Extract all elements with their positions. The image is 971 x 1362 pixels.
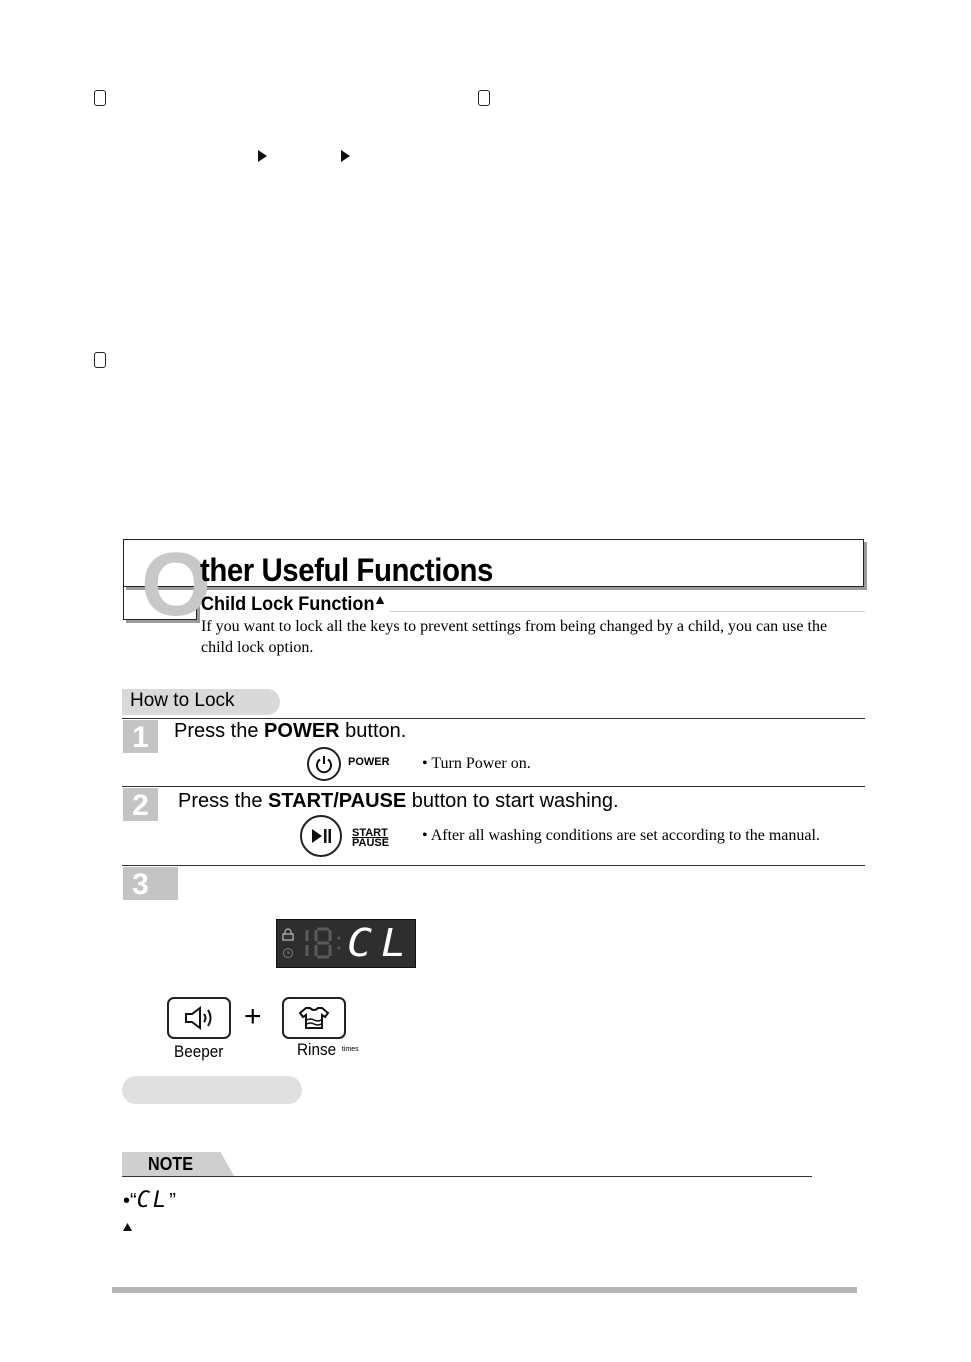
note-label: NOTE: [148, 1154, 194, 1174]
step-2-note: • After all washing conditions are set according to the manual.: [422, 827, 820, 844]
play-pause-icon: [310, 828, 332, 844]
step-2-bold: START/PAUSE: [268, 790, 407, 812]
subsection-title-text: Child Lock Function: [201, 594, 375, 615]
rinse-button[interactable]: [282, 997, 346, 1039]
step-2-suffix: button to start washing.: [406, 790, 619, 812]
note-quote-close: ”: [169, 1190, 176, 1212]
arrow-right-icon: [341, 150, 350, 162]
section-description: If you want to lock all the keys to prevent settings from being changed by a child, you can use the child lock option.: [201, 618, 828, 656]
triangle-up-icon: [123, 1223, 132, 1231]
note-divider: [122, 1176, 812, 1177]
step-number: 1: [123, 720, 158, 753]
step-number: [123, 867, 178, 900]
divider: [122, 786, 865, 787]
triangle-up-icon: [375, 596, 384, 604]
clock-icon: [282, 947, 294, 959]
footer-bar: [112, 1287, 857, 1293]
checkbox-icon: [94, 352, 106, 368]
pause-label: PAUSE: [352, 837, 390, 849]
lock-icon: [281, 928, 295, 942]
arrow-right-icon: [258, 150, 267, 162]
step-1-bold: POWER: [264, 720, 340, 742]
subsection-title: [201, 594, 384, 616]
how-to-lock-label: How to Lock: [130, 690, 235, 711]
seven-segment-ghost: [303, 926, 345, 960]
start-label: START: [352, 827, 388, 839]
how-to-unlock-header: [122, 1076, 302, 1104]
rinse-suffix: times: [341, 1046, 359, 1053]
speaker-icon: [181, 1004, 217, 1032]
shirt-icon: [296, 1004, 332, 1032]
step-1-suffix: button.: [339, 720, 407, 742]
step-1-prefix: Press the: [174, 720, 265, 742]
beeper-button[interactable]: [167, 997, 231, 1039]
checkbox-icon: [478, 90, 490, 106]
subsection-divider: [390, 611, 865, 612]
plus-sign: +: [244, 1000, 262, 1033]
note-code: CL: [136, 1188, 170, 1213]
section-title: ther Useful Functions: [200, 552, 493, 588]
beeper-label: Beeper: [174, 1042, 224, 1061]
title-initial: O: [141, 535, 212, 635]
step-1-note: • Turn Power on.: [422, 755, 531, 772]
divider: [122, 865, 865, 866]
display-reading: CL: [347, 921, 415, 965]
note-quote-open: “: [130, 1190, 137, 1212]
divider: [122, 718, 865, 719]
power-button-label: POWER: [348, 756, 390, 768]
power-icon: [314, 754, 334, 774]
power-button[interactable]: [307, 747, 341, 781]
step-2-prefix: Press the: [178, 790, 269, 812]
rinse-label: Rinse: [297, 1040, 337, 1059]
start-pause-button[interactable]: [300, 815, 342, 857]
start-pause-label: [352, 828, 389, 848]
control-display: [276, 919, 416, 968]
step-3-number: 3: [132, 868, 149, 901]
step-2-title: [178, 790, 619, 813]
rinse-label-group: [297, 1040, 362, 1060]
note-bullet: •: [123, 1190, 131, 1212]
checkbox-icon: [94, 90, 106, 106]
note-line: [123, 1188, 176, 1213]
step-number: 2: [123, 788, 158, 821]
step-1-title: [174, 720, 406, 743]
